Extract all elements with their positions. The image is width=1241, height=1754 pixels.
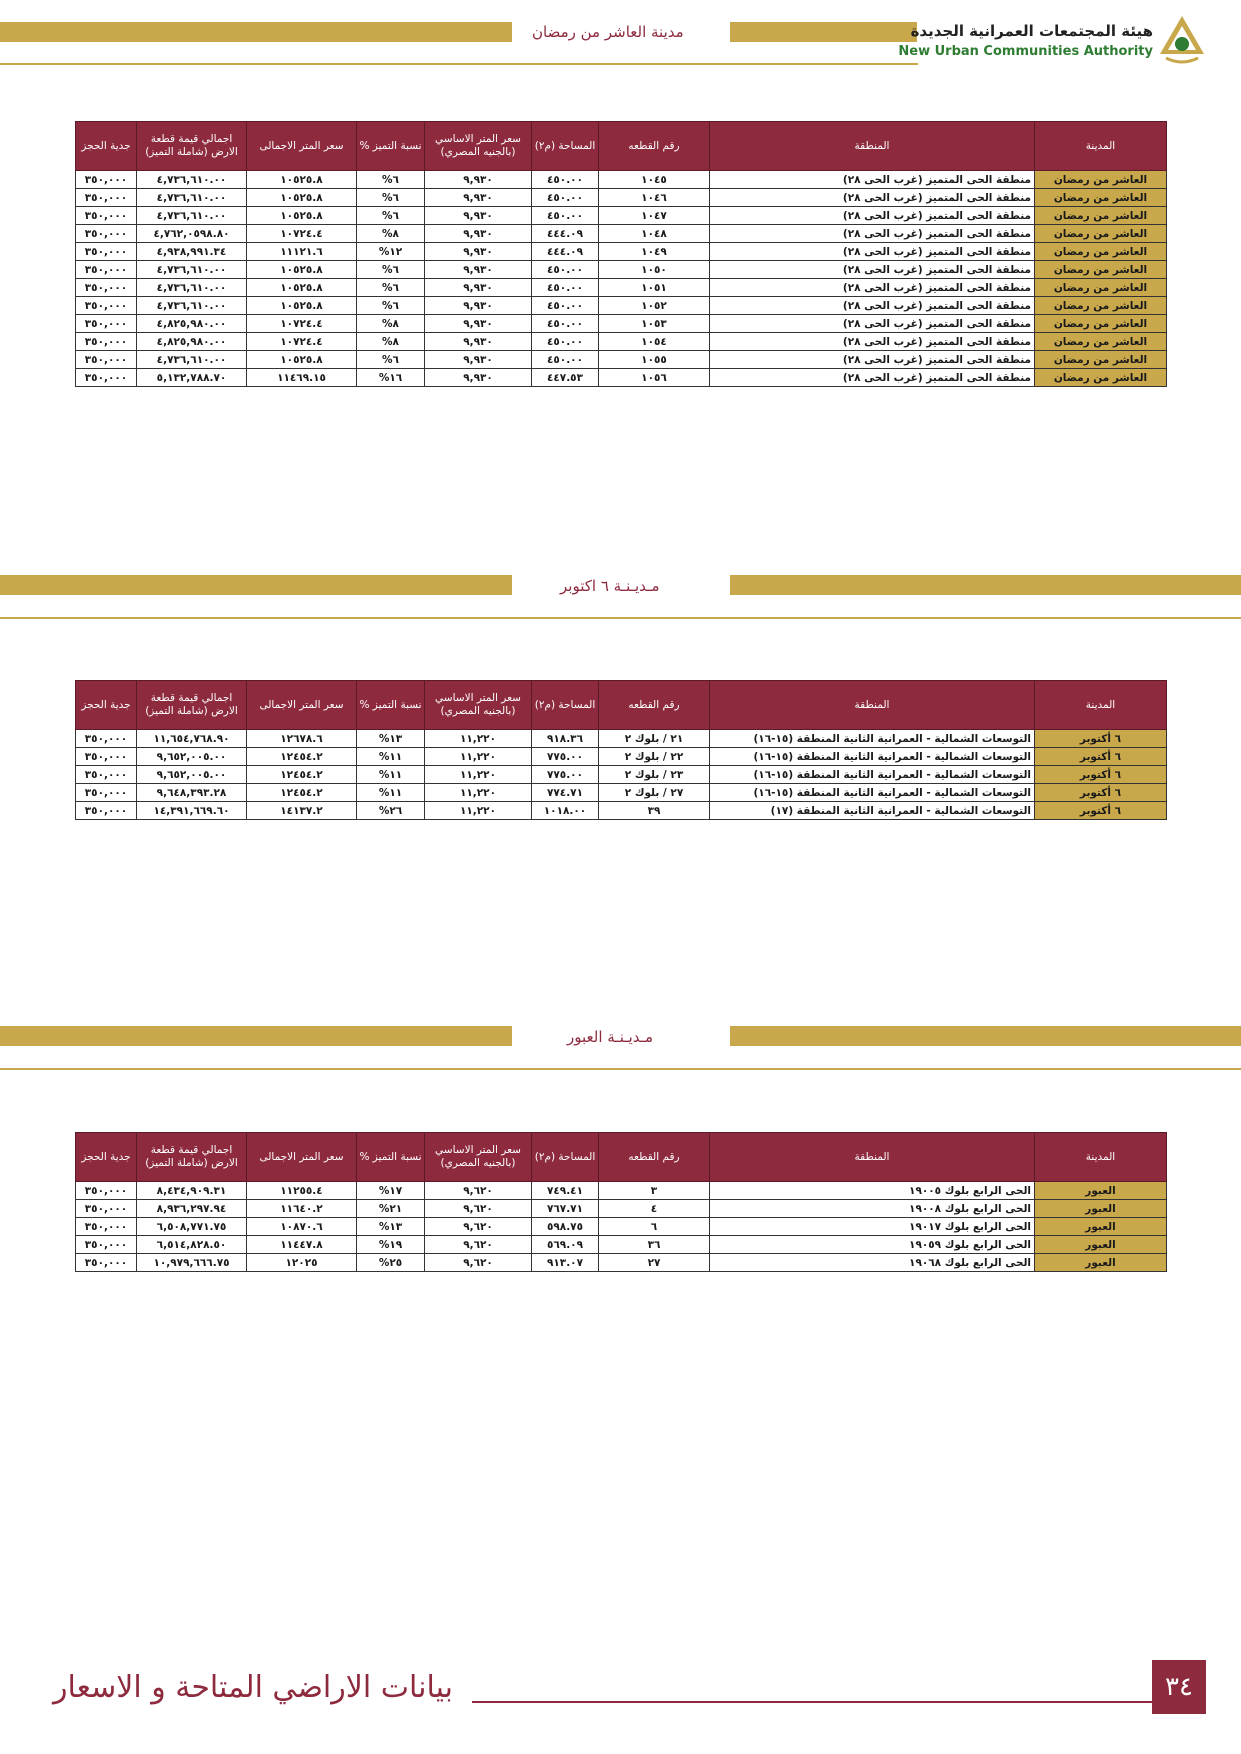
table-cell: ٤,٧٣٦,٦١٠.٠٠ (137, 207, 247, 225)
table-cell: منطقة الحى المتميز (غرب الحى ٢٨) (710, 279, 1035, 297)
table-cell: ١٠٤٦ (599, 189, 710, 207)
column-header: سعر المتر الاساسي (بالجنيه المصري) (425, 681, 532, 730)
table-cell: منطقة الحى المتميز (غرب الحى ٢٨) (710, 189, 1035, 207)
table-row (76, 1182, 1167, 1200)
table-cell: ٩,٦٢٠ (425, 1254, 532, 1272)
table-cell: ٤٤٧.٥٣ (532, 369, 599, 387)
table-cell: التوسعات الشمالية - العمرانية الثانية المنطقة (١٧) (710, 802, 1035, 820)
table-cell: ٦% (357, 171, 425, 189)
table-row (76, 297, 1167, 315)
table-cell: ٤,٧٣٦,٦١٠.٠٠ (137, 189, 247, 207)
table-cell: التوسعات الشمالية - العمرانية الثانية المنطقة (١٥-١٦) (710, 730, 1035, 748)
table-cell: ١٠٥٠ (599, 261, 710, 279)
table-cell: ١١% (357, 766, 425, 784)
table-cell: ٧٤٩.٤١ (532, 1182, 599, 1200)
table-row (76, 315, 1167, 333)
column-header: جدية الحجز (76, 681, 137, 730)
column-header: سعر المتر الاساسي (بالجنيه المصري) (425, 1133, 532, 1182)
table-cell: ١٠٥٢٥.٨ (247, 189, 357, 207)
nuca-logo-icon (1158, 14, 1206, 66)
table-cell: ١٠٥٢ (599, 297, 710, 315)
table-cell: ٦,٥٠٨,٧٧١.٧٥ (137, 1218, 247, 1236)
table-cell: ٣٥٠,٠٠٠ (76, 207, 137, 225)
column-header: رقم القطعه (599, 1133, 710, 1182)
table-cell: ١٠,٩٧٩,٦٦٦.٧٥ (137, 1254, 247, 1272)
column-header: نسبة التميز % (357, 122, 425, 171)
table-cell: ٤,٧٣٦,٦١٠.٠٠ (137, 279, 247, 297)
table-cell: ٣٩ (599, 802, 710, 820)
table-row (76, 766, 1167, 784)
table-cell: ٩,٩٣٠ (425, 351, 532, 369)
table-cell: ١٠٥٢٥.٨ (247, 207, 357, 225)
table-cell: ٩,٦٢٠ (425, 1218, 532, 1236)
table-cell: ٩,٩٣٠ (425, 225, 532, 243)
table-cell: ١١,٢٢٠ (425, 766, 532, 784)
table-cell: الحى الرابع بلوك ١٩٠٦٨ (710, 1254, 1035, 1272)
table-cell: ١١٦٤٠.٢ (247, 1200, 357, 1218)
table-cell: ٦ أكتوبر (1035, 802, 1167, 820)
header-gold-band-left (0, 22, 512, 42)
table-row (76, 261, 1167, 279)
table-cell: العاشر من رمضان (1035, 171, 1167, 189)
table-cell: منطقة الحى المتميز (غرب الحى ٢٨) (710, 261, 1035, 279)
table-cell: العبور (1035, 1218, 1167, 1236)
column-header: المساحة (م٢) (532, 681, 599, 730)
table-cell: ٩١٨.٣٦ (532, 730, 599, 748)
table-cell: ٥,١٣٢,٧٨٨.٧٠ (137, 369, 247, 387)
table-cell: ١٠٥٦ (599, 369, 710, 387)
table-cell: ٤٥٠.٠٠ (532, 261, 599, 279)
column-header: جدية الحجز (76, 122, 137, 171)
section-title-obour: مـديـنـة العبور (567, 1028, 654, 1046)
table-cell: ١١٢٥٥.٤ (247, 1182, 357, 1200)
table-cell: ٣٥٠,٠٠٠ (76, 243, 137, 261)
table-cell: ١١,٢٢٠ (425, 748, 532, 766)
table-cell: منطقة الحى المتميز (غرب الحى ٢٨) (710, 171, 1035, 189)
table-row (76, 730, 1167, 748)
table-cell: منطقة الحى المتميز (غرب الحى ٢٨) (710, 243, 1035, 261)
table-cell: ٦ أكتوبر (1035, 766, 1167, 784)
table-cell: ٢٦% (357, 802, 425, 820)
table-cell: منطقة الحى المتميز (غرب الحى ٢٨) (710, 369, 1035, 387)
table-cell: ٣٥٠,٠٠٠ (76, 225, 137, 243)
column-header: سعر المتر الاجمالى (247, 1133, 357, 1182)
table-cell: منطقة الحى المتميز (غرب الحى ٢٨) (710, 351, 1035, 369)
table-cell: ٤,٨٢٥,٩٨٠.٠٠ (137, 333, 247, 351)
table-cell: الحى الرابع بلوك ١٩٠٠٥ (710, 1182, 1035, 1200)
table-cell: ٣٥٠,٠٠٠ (76, 1182, 137, 1200)
table-cell: ٣٥٠,٠٠٠ (76, 189, 137, 207)
column-header: اجمالي قيمة قطعة الارض (شاملة التميز) (137, 122, 247, 171)
table-cell: منطقة الحى المتميز (غرب الحى ٢٨) (710, 207, 1035, 225)
obour-gold-band-left (0, 1026, 512, 1046)
table-cell: ١٤١٣٧.٢ (247, 802, 357, 820)
header-divider (0, 63, 918, 65)
table-cell: العاشر من رمضان (1035, 189, 1167, 207)
table-cell: ٢١ / بلوك ٢ (599, 730, 710, 748)
table-cell: العبور (1035, 1182, 1167, 1200)
obour-gold-band-right (730, 1026, 1241, 1046)
table-cell: ٥٩٨.٧٥ (532, 1218, 599, 1236)
table-header-row (76, 122, 1167, 171)
table-cell: ١٠٤٨ (599, 225, 710, 243)
table-cell: ٩,٩٣٠ (425, 171, 532, 189)
october-gold-band-right (730, 575, 1241, 595)
table-cell: العاشر من رمضان (1035, 333, 1167, 351)
table-cell: ٤,٧٣٦,٦١٠.٠٠ (137, 261, 247, 279)
table-cell: ١٠٥٥ (599, 351, 710, 369)
table-cell: ١١١٢١.٦ (247, 243, 357, 261)
table-cell: ٩,٩٣٠ (425, 369, 532, 387)
table-cell: العاشر من رمضان (1035, 369, 1167, 387)
table-cell: ٩,٦٢٠ (425, 1182, 532, 1200)
table-cell: ٩,٩٣٠ (425, 261, 532, 279)
table-cell: ٤٤٤.٠٩ (532, 243, 599, 261)
table-cell: ٤٥٠.٠٠ (532, 315, 599, 333)
column-header: سعر المتر الاجمالى (247, 681, 357, 730)
table-cell: ١٠٥٣ (599, 315, 710, 333)
table-cell: العاشر من رمضان (1035, 351, 1167, 369)
table-cell: العاشر من رمضان (1035, 207, 1167, 225)
section-title-6-october: مـديـنـة ٦ اكتوبر (560, 577, 660, 595)
table-cell: ٣٥٠,٠٠٠ (76, 333, 137, 351)
table-cell: ١٠٤٥ (599, 171, 710, 189)
table-cell: العاشر من رمضان (1035, 261, 1167, 279)
table-cell: ١١٤٤٧.٨ (247, 1236, 357, 1254)
table-cell: ٤٥٠.٠٠ (532, 333, 599, 351)
table-cell: ٦ أكتوبر (1035, 748, 1167, 766)
table-row (76, 189, 1167, 207)
table-row (76, 207, 1167, 225)
table-cell: العبور (1035, 1236, 1167, 1254)
table-cell: ٩,٦٥٢,٠٠٥.٠٠ (137, 766, 247, 784)
table-cell: ١٢٠٢٥ (247, 1254, 357, 1272)
column-header: المدينة (1035, 122, 1167, 171)
table-cell: ٦% (357, 261, 425, 279)
table-cell: ٢٢ / بلوك ٢ (599, 748, 710, 766)
table-cell: ٤٥٠.٠٠ (532, 297, 599, 315)
table-row (76, 351, 1167, 369)
table-cell: ١٠٧٢٤.٤ (247, 225, 357, 243)
table-cell: ١٠٨٧٠.٦ (247, 1218, 357, 1236)
table-cell: ٣٥٠,٠٠٠ (76, 1254, 137, 1272)
footer-title: بيانات الاراضي المتاحة و الاسعار (53, 1670, 453, 1705)
org-name-english: New Urban Communities Authority (898, 44, 1153, 59)
table-cell: منطقة الحى المتميز (غرب الحى ٢٨) (710, 333, 1035, 351)
table-cell: ٣ (599, 1182, 710, 1200)
table-cell: ٢٧ / بلوك ٢ (599, 784, 710, 802)
table-cell: ٢٧ (599, 1254, 710, 1272)
table-row (76, 784, 1167, 802)
table-cell: ٦% (357, 351, 425, 369)
table-cell: ٨,٩٣٦,٢٩٧.٩٤ (137, 1200, 247, 1218)
table-cell: ١١% (357, 784, 425, 802)
table-cell: ٤٥٠.٠٠ (532, 279, 599, 297)
table-cell: ٣٥٠,٠٠٠ (76, 171, 137, 189)
table-cell: ٢٥% (357, 1254, 425, 1272)
table-cell: التوسعات الشمالية - العمرانية الثانية المنطقة (١٥-١٦) (710, 748, 1035, 766)
table-cell: ٦ (599, 1218, 710, 1236)
column-header: رقم القطعه (599, 122, 710, 171)
table-cell: ١٠٥٢٥.٨ (247, 279, 357, 297)
table-cell: ٤٤٤.٠٩ (532, 225, 599, 243)
table-cell: ٣٥٠,٠٠٠ (76, 766, 137, 784)
table-cell: العبور (1035, 1254, 1167, 1272)
table-cell: العاشر من رمضان (1035, 279, 1167, 297)
column-header: المنطقة (710, 681, 1035, 730)
table-cell: ٢٣ / بلوك ٢ (599, 766, 710, 784)
table-row (76, 1254, 1167, 1272)
table-cell: ١٠٥٢٥.٨ (247, 351, 357, 369)
column-header: المنطقة (710, 122, 1035, 171)
table-cell: ٣٥٠,٠٠٠ (76, 315, 137, 333)
table-cell: ١٠٥٢٥.٨ (247, 261, 357, 279)
table-cell: ٤,٧٦٢,٠٥٩٨.٨٠ (137, 225, 247, 243)
table-cell: ٤,٧٣٦,٦١٠.٠٠ (137, 351, 247, 369)
column-header: المدينة (1035, 1133, 1167, 1182)
table-cell: ٤,٨٢٥,٩٨٠.٠٠ (137, 315, 247, 333)
table-cell: ٦% (357, 279, 425, 297)
table-cell: ١٠٥٢٥.٨ (247, 297, 357, 315)
table-cell: العاشر من رمضان (1035, 315, 1167, 333)
table-cell: ٤,٧٣٦,٦١٠.٠٠ (137, 297, 247, 315)
column-header: نسبة التميز % (357, 681, 425, 730)
table-cell: ٩,٩٣٠ (425, 189, 532, 207)
column-header: اجمالي قيمة قطعة الارض (شاملة التميز) (137, 1133, 247, 1182)
table-row (76, 225, 1167, 243)
table-cell: ٤٥٠.٠٠ (532, 189, 599, 207)
table-cell: ١٢٤٥٤.٢ (247, 784, 357, 802)
table-cell: منطقة الحى المتميز (غرب الحى ٢٨) (710, 315, 1035, 333)
table-cell: ٧٦٧.٧١ (532, 1200, 599, 1218)
table-cell: منطقة الحى المتميز (غرب الحى ٢٨) (710, 225, 1035, 243)
table-cell: ٣٦ (599, 1236, 710, 1254)
table-cell: ٥٦٩.٠٩ (532, 1236, 599, 1254)
october-divider (0, 617, 1241, 619)
column-header: جدية الحجز (76, 1133, 137, 1182)
column-header: المساحة (م٢) (532, 1133, 599, 1182)
table-cell: ٨% (357, 225, 425, 243)
table-header-row (76, 681, 1167, 730)
table-cell: ١٠٤٩ (599, 243, 710, 261)
table-cell: ١٦% (357, 369, 425, 387)
table-cell: ٣٥٠,٠٠٠ (76, 279, 137, 297)
table-cell: ٩,٦٢٠ (425, 1200, 532, 1218)
table-cell: ١٤,٣٩١,٦٦٩.٦٠ (137, 802, 247, 820)
table-cell: الحى الرابع بلوك ١٩٠٥٩ (710, 1236, 1035, 1254)
column-header: المنطقة (710, 1133, 1035, 1182)
table-cell: ٧٧٥.٠٠ (532, 748, 599, 766)
table-cell: ٢١% (357, 1200, 425, 1218)
table-cell: ٣٥٠,٠٠٠ (76, 784, 137, 802)
table-cell: ١٠٥٢٥.٨ (247, 171, 357, 189)
table-cell: ١٧% (357, 1182, 425, 1200)
header-section-title: مدينة العاشر من رمضان (532, 23, 684, 41)
table-cell: ١٠٧٢٤.٤ (247, 333, 357, 351)
table-cell: ١٠٧٢٤.٤ (247, 315, 357, 333)
table-cell: ١٠٥١ (599, 279, 710, 297)
table-row (76, 1200, 1167, 1218)
table-cell: ٣٥٠,٠٠٠ (76, 297, 137, 315)
table-cell: ٣٥٠,٠٠٠ (76, 1236, 137, 1254)
table-cell: ١١,٢٢٠ (425, 802, 532, 820)
table-row (76, 279, 1167, 297)
table-cell: ٤ (599, 1200, 710, 1218)
table-cell: ٦% (357, 297, 425, 315)
table-cell: ٩,٦٤٨,٣٩٣.٢٨ (137, 784, 247, 802)
column-header: المدينة (1035, 681, 1167, 730)
table-cell: ٣٥٠,٠٠٠ (76, 1200, 137, 1218)
table-6-october (75, 680, 1167, 820)
table-cell: ١٢% (357, 243, 425, 261)
table-cell: ٣٥٠,٠٠٠ (76, 351, 137, 369)
table-cell: ٩,٦٢٠ (425, 1236, 532, 1254)
table-cell: ٦% (357, 189, 425, 207)
table-cell: ١٠٥٤ (599, 333, 710, 351)
table-cell: ٦ أكتوبر (1035, 784, 1167, 802)
table-cell: ١١٤٦٩.١٥ (247, 369, 357, 387)
table-cell: ٣٥٠,٠٠٠ (76, 369, 137, 387)
table-cell: ٣٥٠,٠٠٠ (76, 730, 137, 748)
table-cell: ١٢٦٧٨.٦ (247, 730, 357, 748)
table-cell: ٨% (357, 333, 425, 351)
table-cell: ٩,٦٥٢,٠٠٥.٠٠ (137, 748, 247, 766)
table-cell: ٤,٧٣٦,٦١٠.٠٠ (137, 171, 247, 189)
table-cell: ١١% (357, 748, 425, 766)
column-header: نسبة التميز % (357, 1133, 425, 1182)
obour-divider (0, 1068, 1241, 1070)
table-10th-of-ramadan (75, 121, 1167, 387)
table-cell: ٤٥٠.٠٠ (532, 207, 599, 225)
table-cell: ١٠١٨.٠٠ (532, 802, 599, 820)
column-header: رقم القطعه (599, 681, 710, 730)
table-cell: ٦,٥١٤,٨٢٨.٥٠ (137, 1236, 247, 1254)
table-cell: ٨% (357, 315, 425, 333)
org-name-arabic: هيئة المجتمعات العمرانية الجديدة (910, 22, 1153, 40)
table-cell: التوسعات الشمالية - العمرانية الثانية المنطقة (١٥-١٦) (710, 766, 1035, 784)
table-cell: ٣٥٠,٠٠٠ (76, 1218, 137, 1236)
table-cell: ٣٥٠,٠٠٠ (76, 802, 137, 820)
page-number: ٣٤ (1152, 1660, 1206, 1714)
table-cell: ١٢٤٥٤.٢ (247, 766, 357, 784)
table-cell: ١١,٦٥٤,٧٦٨.٩٠ (137, 730, 247, 748)
table-cell: الحى الرابع بلوك ١٩٠١٧ (710, 1218, 1035, 1236)
table-cell: ١٣% (357, 730, 425, 748)
table-row (76, 1236, 1167, 1254)
table-cell: الحى الرابع بلوك ١٩٠٠٨ (710, 1200, 1035, 1218)
table-cell: ٩,٩٣٠ (425, 243, 532, 261)
table-cell: ٧٧٥.٠٠ (532, 766, 599, 784)
table-cell: منطقة الحى المتميز (غرب الحى ٢٨) (710, 297, 1035, 315)
october-gold-band-left (0, 575, 512, 595)
table-row (76, 1218, 1167, 1236)
table-row (76, 243, 1167, 261)
table-cell: ٩,٩٣٠ (425, 333, 532, 351)
table-row (76, 171, 1167, 189)
table-cell: ٦% (357, 207, 425, 225)
table-cell: العاشر من رمضان (1035, 243, 1167, 261)
table-cell: ٩,٩٣٠ (425, 279, 532, 297)
column-header: سعر المتر الاساسي (بالجنيه المصري) (425, 122, 532, 171)
header-gold-band-right (730, 22, 917, 42)
table-cell: ٩,٩٣٠ (425, 297, 532, 315)
table-cell: ٩١٣.٠٧ (532, 1254, 599, 1272)
table-cell: ٤,٩٣٨,٩٩١.٣٤ (137, 243, 247, 261)
table-cell: ٣٥٠,٠٠٠ (76, 748, 137, 766)
table-cell: ١١,٢٢٠ (425, 730, 532, 748)
table-cell: ٨,٤٣٤,٩٠٩.٣١ (137, 1182, 247, 1200)
table-obour (75, 1132, 1167, 1272)
column-header: اجمالي قيمة قطعة الارض (شاملة التميز) (137, 681, 247, 730)
table-cell: ١٢٤٥٤.٢ (247, 748, 357, 766)
table-row (76, 333, 1167, 351)
table-cell: ١٠٤٧ (599, 207, 710, 225)
column-header: سعر المتر الاجمالى (247, 122, 357, 171)
table-cell: العاشر من رمضان (1035, 297, 1167, 315)
table-cell: ١١,٢٢٠ (425, 784, 532, 802)
table-cell: ١٣% (357, 1218, 425, 1236)
table-cell: ٧٧٤.٧١ (532, 784, 599, 802)
table-header-row (76, 1133, 1167, 1182)
table-cell: التوسعات الشمالية - العمرانية الثانية المنطقة (١٥-١٦) (710, 784, 1035, 802)
table-cell: العاشر من رمضان (1035, 225, 1167, 243)
table-cell: ١٩% (357, 1236, 425, 1254)
table-cell: ٤٥٠.٠٠ (532, 171, 599, 189)
table-cell: ٤٥٠.٠٠ (532, 351, 599, 369)
table-cell: ٩,٩٣٠ (425, 207, 532, 225)
table-row (76, 748, 1167, 766)
table-cell: ٣٥٠,٠٠٠ (76, 261, 137, 279)
table-cell: العبور (1035, 1200, 1167, 1218)
column-header: المساحة (م٢) (532, 122, 599, 171)
table-cell: ٩,٩٣٠ (425, 315, 532, 333)
table-cell: ٦ أكتوبر (1035, 730, 1167, 748)
footer-divider (472, 1701, 1152, 1703)
table-row (76, 369, 1167, 387)
table-row (76, 802, 1167, 820)
